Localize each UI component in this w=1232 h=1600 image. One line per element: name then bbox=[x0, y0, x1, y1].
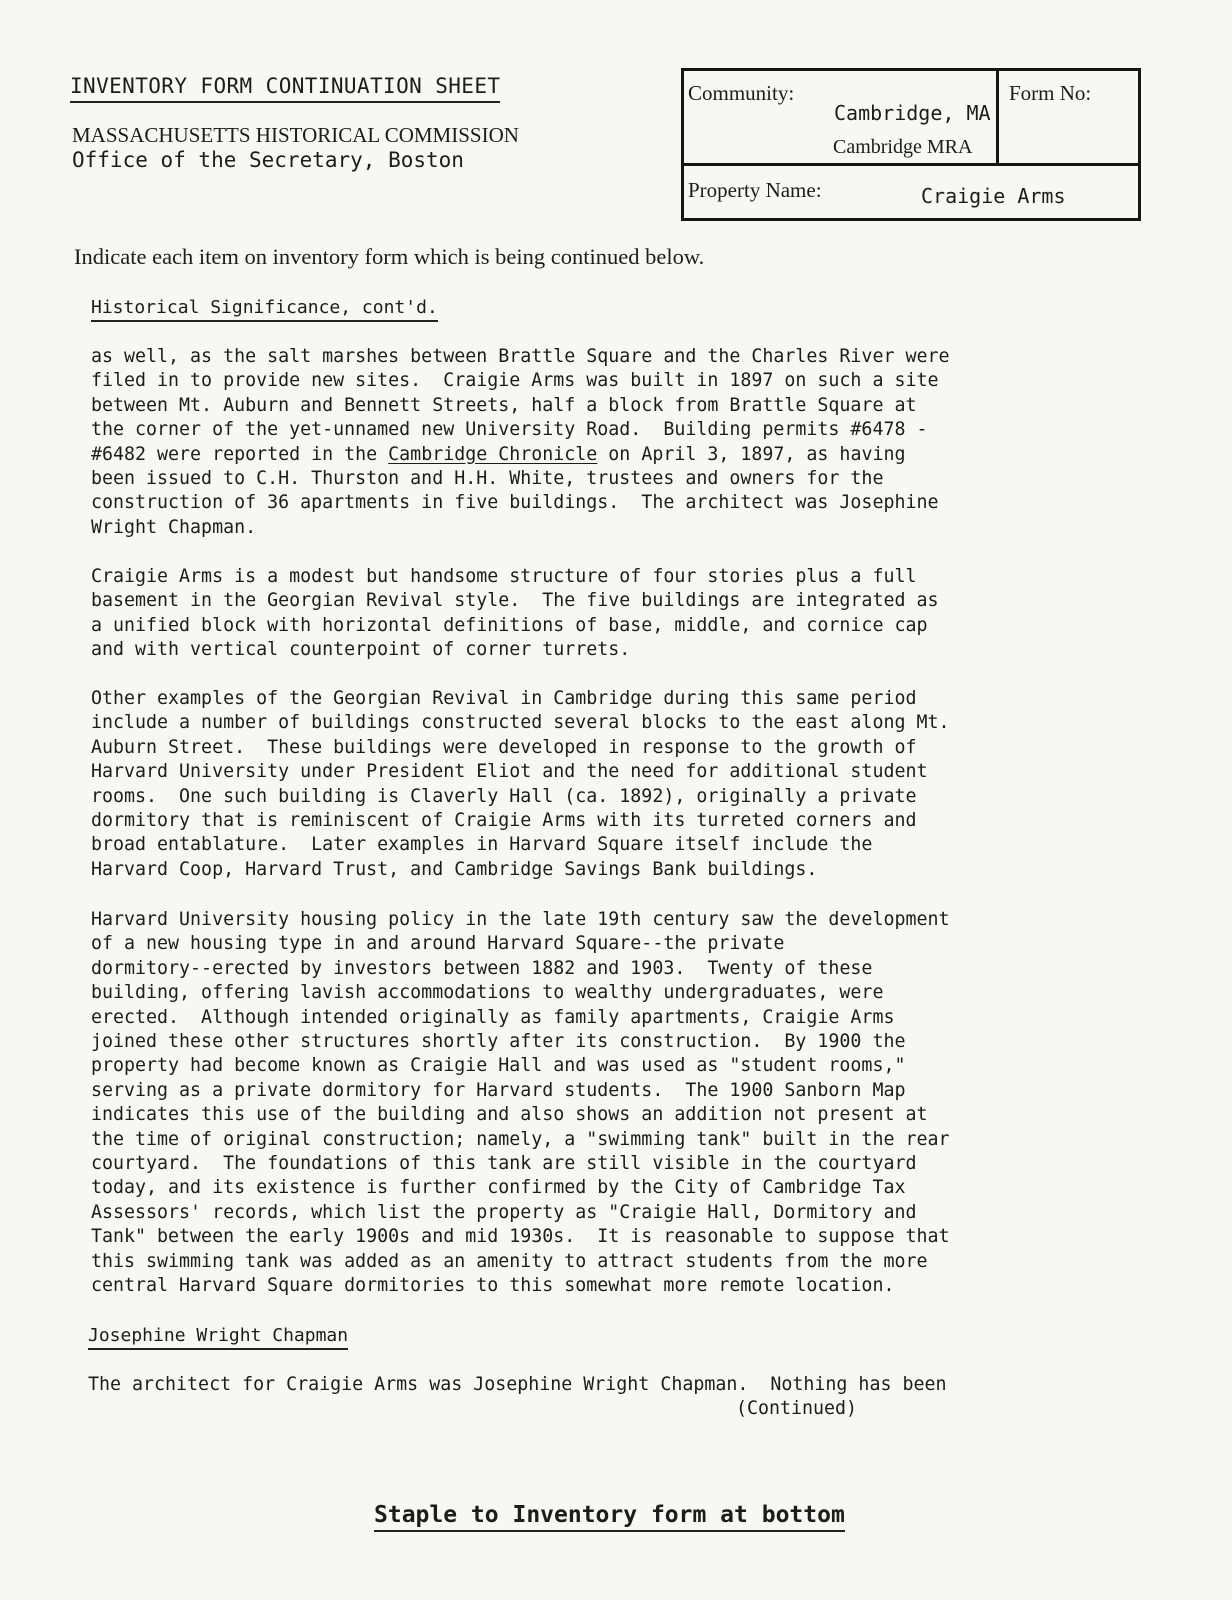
box-vertical-divider bbox=[996, 71, 999, 163]
newspaper-title: Cambridge Chronicle bbox=[388, 443, 598, 465]
paragraph-1 bbox=[91, 345, 950, 540]
architect-heading: Josephine Wright Chapman bbox=[88, 1325, 348, 1350]
office-name: Office of the Secretary, Boston bbox=[72, 148, 464, 172]
property-name-label: Property Name: bbox=[688, 178, 822, 202]
paragraph-3: Other examples of the Georgian Revival in Cambridge during this same period include a number of buildings constructed several blocks to the east along Mt. Auburn Street. These buildings were developed in response to the growth of Harvard University under President Eliot and the need for additional student rooms. One such building is Claverly Hall (ca. 1892), originally a private dormitory that is reminiscent of Craigie Arms with its turreted corners and broad entablature. Later examples in Harvard Square itself include the Harvard Coop, Harvard Trust, and Cambridge Savings Bank buildings. bbox=[91, 688, 950, 880]
paragraph-2: Craigie Arms is a modest but handsome structure of four stories plus a full basement in the Georgian Revival style. The five buildings are integrated as a unified block with horizontal definitions of base, middle, and cornice cap and with vertical counterpoint of corner turrets. bbox=[91, 566, 939, 661]
property-name-value: Craigie Arms bbox=[921, 184, 1066, 208]
sheet-title: INVENTORY FORM CONTINUATION SHEET bbox=[70, 74, 500, 103]
instruction-text: Indicate each item on inventory form which is being continued below. bbox=[74, 244, 705, 269]
historical-significance-heading: Historical Significance, cont'd. bbox=[91, 297, 438, 322]
commission-name: MASSACHUSETTS HISTORICAL COMMISSION bbox=[72, 123, 519, 147]
continued-note: (Continued) bbox=[736, 1398, 858, 1419]
box-horizontal-divider bbox=[684, 163, 1138, 166]
info-box bbox=[681, 68, 1141, 221]
paragraph-1-part-a: as well, as the salt marshes between Brattle Square and the Charles River were filed in to provide new sites. Craigie Arms was built in 1897 on such a site between Mt. Auburn and Bennett Streets, half a block from Brattle Square at the corner of the yet-unnamed new University Road. Building permits #6478 - #6482 were reported in the bbox=[91, 346, 950, 465]
paragraph-4: Harvard University housing policy in the late 19th century saw the development of a new housing type in and around Harvard Square--the private dormitory--erected by investors between 1882 and 1903. Twenty of these building, offering lavish accommodations to wealthy undergraduates, were erected. Although intended originally as family apartments, Craigie Arms joined these other structures shortly after its construction. By 1900 the property had become known as Craigie Hall and was used as "student rooms," serving as a private dormitory for Harvard students. The 1900 Sanborn Map indicates this use of the building and also shows an addition not present at the time of original construction; namely, a "swimming tank" built in the rear courtyard. The foundations of this tank are still visible in the courtyard today, and its existence is further confirmed by the City of Cambridge Tax Assessors' records, which list the property as "Craigie Hall, Dormitory and Tank" between the early 1900s and mid 1930s. It is reasonable to suppose that this swimming tank was added as an amenity to attract students from the more central Harvard Square dormitories to this somewhat more remote location. bbox=[91, 909, 950, 1297]
staple-note: Staple to Inventory form at bottom bbox=[374, 1502, 845, 1532]
paragraph-1-part-b: on April 3, 1897, as having been issued to C.H. Thurston and H.H. White, trustees and owners for the construction of 36 apartments in five buildings. The architect was Josephine Wright Chapman. bbox=[91, 443, 939, 538]
community-value-1: Cambridge, MA bbox=[834, 101, 991, 125]
community-value-2: Cambridge MRA bbox=[833, 136, 973, 158]
paragraph-5: The architect for Craigie Arms was Josephine Wright Chapman. Nothing has been bbox=[88, 1374, 947, 1395]
form-no-label: Form No: bbox=[1009, 81, 1092, 105]
community-label: Community: bbox=[688, 81, 795, 105]
